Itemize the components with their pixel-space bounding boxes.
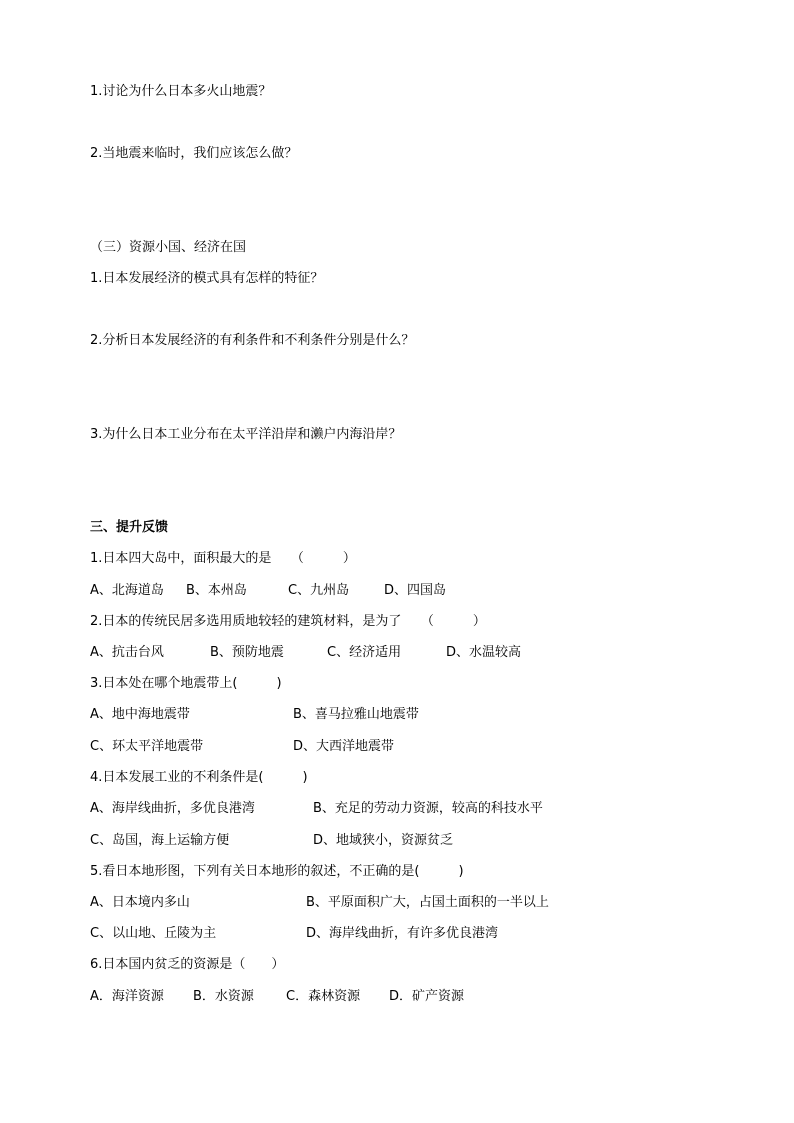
feedback-question-3-stem: 3.日本处在哪个地震带上( ) [90,676,282,691]
question-economic-model: 1.日本发展经济的模式具有怎样的特征？ [90,271,324,286]
feedback-question-4-option-a: A、海岸线曲折，多优良港湾 [90,801,255,816]
feedback-question-2-option-b: B、预防地震 [210,645,284,660]
feedback-question-4-option-b: B、充足的劳动力资源，较高的科技水平 [313,801,543,816]
feedback-question-1-option-c: C、九州岛 [288,583,350,598]
feedback-question-3-option-b: B、喜马拉雅山地震带 [293,707,419,722]
question-earthquake-response: 2.当地震来临时，我们应该怎么做？ [90,146,298,161]
feedback-question-2-option-a: A、抗击台风 [90,645,164,660]
feedback-question-1-option-a: A、北海道岛 [90,583,164,598]
feedback-question-3-option-a: A、地中海地震带 [90,707,190,722]
feedback-question-6-option-d: D．矿产资源 [389,989,465,1004]
feedback-question-1-option-d: D、四国岛 [384,583,447,598]
feedback-question-5-option-d: D、海岸线曲折，有许多优良港湾 [306,926,499,941]
feedback-question-2-stem: 2.日本的传统民居多选用质地较轻的建筑材料，是为了 （ ） [90,614,486,629]
feedback-question-6-option-c: C．森林资源 [286,989,361,1004]
question-economic-conditions: 2.分析日本发展经济的有利条件和不利条件分别是什么？ [90,333,415,348]
feedback-question-2-option-c: C、经济适用 [327,645,402,660]
question-industry-distribution: 3.为什么日本工业分布在太平洋沿岸和濑户内海沿岸？ [90,427,402,442]
feedback-question-5-option-b: B、平原面积广大，占国土面积的一半以上 [306,895,549,910]
feedback-question-3-option-d: D、大西洋地震带 [293,739,395,754]
feedback-question-6-option-a: A．海洋资源 [90,989,164,1004]
feedback-question-6-stem: 6.日本国内贫乏的资源是（ ） [90,957,285,972]
feedback-question-5-option-c: C、以山地、丘陵为主 [90,926,217,941]
section-heading-resources-economy: （三）资源小国、经济在国 [90,240,247,255]
feedback-question-4-option-d: D、地域狭小，资源贫乏 [313,833,454,848]
feedback-question-1-stem: 1.日本四大岛中，面积最大的是 （ ） [90,551,356,566]
feedback-question-6-option-b: B．水资源 [193,989,254,1004]
feedback-question-5-option-a: A、日本境内多山 [90,895,190,910]
feedback-question-2-option-d: D、水温较高 [446,645,522,660]
feedback-question-4-option-c: C、岛国，海上运输方便 [90,833,230,848]
question-volcano-earthquake: 1.讨论为什么日本多火山地震？ [90,84,272,99]
feedback-question-1-option-b: B、本州岛 [186,583,247,598]
feedback-question-5-stem: 5.看日本地形图，下列有关日本地形的叙述，不正确的是( ) [90,864,464,879]
feedback-question-3-option-c: C、环太平洋地震带 [90,739,204,754]
feedback-heading: 三、提升反馈 [90,520,169,535]
feedback-question-4-stem: 4.日本发展工业的不利条件是( ) [90,770,308,785]
